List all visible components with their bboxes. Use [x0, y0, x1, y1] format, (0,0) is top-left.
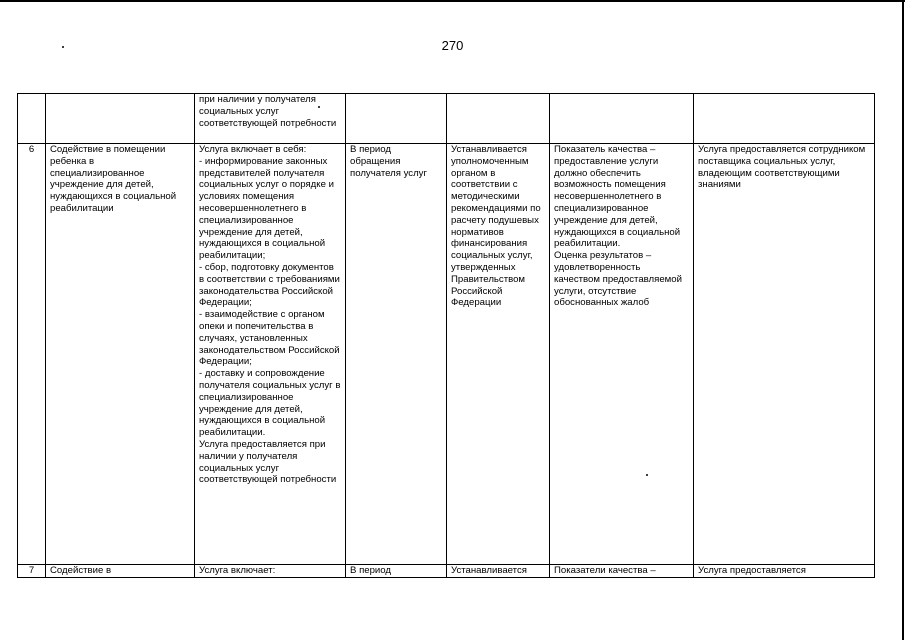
service-quality: Показатель качества – предоставление услуги должно обеспечить возможность помещения несовершеннолетнего в специализированное учреждение для детей, нуждающихся в социальной реабилитации. Оценка результатов – удовлетворенность качеством предоставляемой услуги, отсутствие обоснованных жалоб [550, 144, 694, 565]
service-volume [447, 94, 550, 144]
service-quality [550, 94, 694, 144]
service-timing [346, 94, 447, 144]
table-row [18, 565, 875, 578]
service-description: при наличии у получателя социальных услуг соответствующей потребности [195, 94, 346, 144]
page-number: 270 [441, 38, 464, 53]
service-timing: В период обращения получателя услуг [346, 144, 447, 565]
services-table [17, 93, 875, 578]
row-number: 7 [18, 565, 46, 578]
service-conditions [694, 94, 875, 144]
service-conditions: Услуга предоставляется [694, 565, 875, 578]
service-name [46, 94, 195, 144]
service-volume: Устанавливается [447, 565, 550, 578]
table-row [18, 94, 875, 144]
service-conditions: Услуга предоставляется сотрудником поставщика социальных услуг, владеющим соответствующими знаниями [694, 144, 875, 565]
service-name: Содействие в [46, 565, 195, 578]
row-number [18, 94, 46, 144]
table-row [18, 144, 875, 565]
row-number: 6 [18, 144, 46, 565]
service-volume: Устанавливается уполномоченным органом в соответствии с методическими рекомендациями по расчету подушевых нормативов финансирования социальных услуг, утвержденных Правительством Российской Федерации [447, 144, 550, 565]
service-description: Услуга включает в себя: - информирование законных представителей получателя социальных услуг о порядке и условиях помещения несовершеннолетнего в специализированное учреждение для детей, нуждающихся в социальной реабилитации; - сбор, подготовку документов в соответствии с требованиями законодательства Российской Федерации; - взаимодействие с органом опеки и попечительства в случаях, установленных законодательством Российской Федерации; - доставку и сопровождение получателя социальных услуг в специализированное учреждение для детей, нуждающихся в социальной реабилитации. Услуга предоставляется при наличии у получателя социальных услуг соответствующей потребности [195, 144, 346, 565]
service-timing: В период [346, 565, 447, 578]
service-name: Содействие в помещении ребенка в специализированное учреждение для детей, нуждающихся в социальной реабилитации [46, 144, 195, 565]
scan-right-border [902, 0, 904, 640]
service-description: Услуга включает: [195, 565, 346, 578]
scan-top-border [0, 0, 905, 2]
service-quality: Показатели качества – [550, 565, 694, 578]
